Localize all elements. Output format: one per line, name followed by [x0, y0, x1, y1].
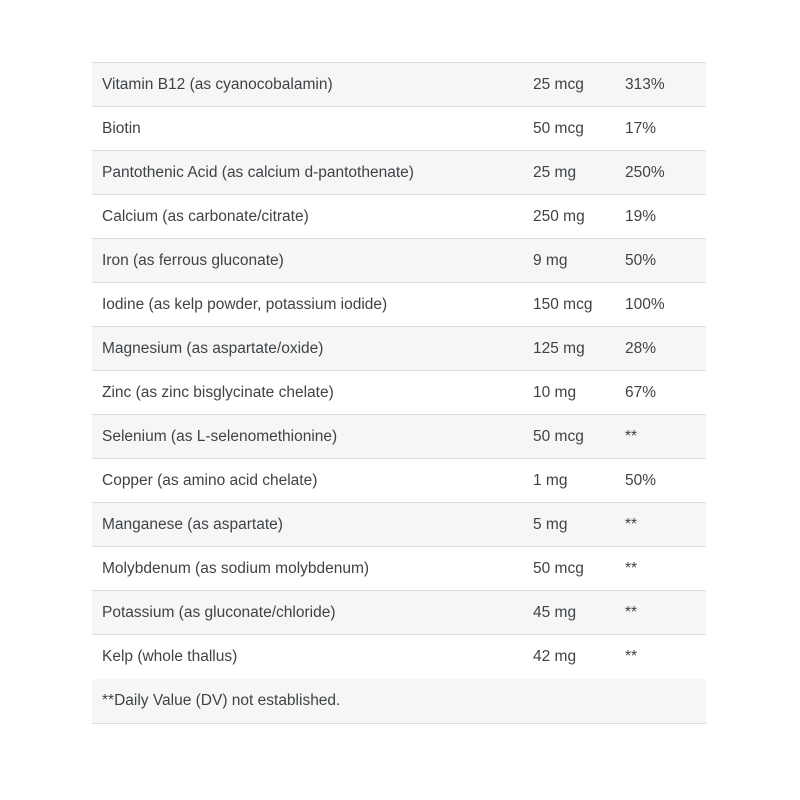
nutrient-name: Iron (as ferrous gluconate) — [102, 251, 284, 269]
table-row — [92, 239, 706, 283]
table-row — [92, 195, 706, 239]
nutrient-name: Kelp (whole thallus) — [102, 648, 238, 665]
nutrient-amount: 50 mcg — [533, 559, 584, 577]
nutrient-daily-value: 67% — [625, 383, 657, 401]
nutrient-name: Pantothenic Acid (as calcium d-pantothenate) — [102, 163, 414, 181]
nutrient-daily-value: ** — [625, 559, 638, 577]
table-row — [92, 63, 706, 107]
daily-value-footnote: **Daily Value (DV) not established. — [102, 692, 341, 709]
nutrient-daily-value: 28% — [625, 339, 657, 357]
footnote-row — [92, 679, 706, 723]
nutrient-daily-value: 19% — [625, 207, 657, 225]
table-row — [92, 635, 706, 679]
nutrient-name: Biotin — [102, 119, 141, 137]
nutrient-name: Calcium (as carbonate/citrate) — [102, 207, 309, 225]
nutrient-daily-value: 313% — [625, 75, 665, 93]
nutrient-amount: 5 mg — [533, 515, 568, 533]
nutrient-name: Manganese (as aspartate) — [102, 515, 283, 533]
nutrient-daily-value: 50% — [625, 251, 657, 269]
nutrient-daily-value: 250% — [625, 163, 665, 181]
table-row — [92, 327, 706, 371]
table-row — [92, 371, 706, 415]
nutrient-amount: 125 mg — [533, 339, 585, 357]
table-row — [92, 591, 706, 635]
nutrient-daily-value: 50% — [625, 471, 657, 489]
nutrient-daily-value: 17% — [625, 119, 657, 137]
nutrient-daily-value: 100% — [625, 295, 665, 313]
table-row — [92, 151, 706, 195]
nutrient-amount: 50 mcg — [533, 119, 584, 137]
nutrient-amount: 25 mg — [533, 163, 577, 181]
nutrient-amount: 9 mg — [533, 251, 568, 269]
nutrient-daily-value: ** — [625, 603, 638, 621]
nutrient-name: Copper (as amino acid chelate) — [102, 471, 318, 489]
table-row — [92, 547, 706, 591]
nutrient-amount: 1 mg — [533, 471, 568, 489]
nutrient-name: Potassium (as gluconate/chloride) — [102, 603, 336, 621]
nutrient-amount: 25 mcg — [533, 75, 584, 93]
nutrient-amount: 45 mg — [533, 603, 577, 621]
nutrient-daily-value: ** — [625, 648, 638, 665]
nutrient-name: Molybdenum (as sodium molybdenum) — [102, 559, 370, 577]
table-row — [92, 415, 706, 459]
nutrient-amount: 250 mg — [533, 207, 585, 225]
nutrient-amount: 10 mg — [533, 383, 577, 401]
table-row — [92, 107, 706, 151]
table-row — [92, 283, 706, 327]
table-rows — [92, 63, 706, 679]
nutrient-amount: 42 mg — [533, 648, 577, 665]
supplement-facts-table — [92, 62, 706, 724]
nutrient-name: Zinc (as zinc bisglycinate chelate) — [102, 383, 334, 401]
nutrient-amount: 150 mcg — [533, 295, 593, 313]
table-row — [92, 503, 706, 547]
nutrient-name: Magnesium (as aspartate/oxide) — [102, 339, 324, 357]
nutrient-amount: 50 mcg — [533, 427, 584, 445]
table-row — [92, 459, 706, 503]
nutrient-name: Iodine (as kelp powder, potassium iodide) — [102, 295, 388, 313]
nutrient-name: Selenium (as L-selenomethionine) — [102, 427, 338, 445]
nutrient-name: Vitamin B12 (as cyanocobalamin) — [102, 75, 333, 93]
nutrient-daily-value: ** — [625, 515, 638, 533]
nutrient-daily-value: ** — [625, 427, 638, 445]
